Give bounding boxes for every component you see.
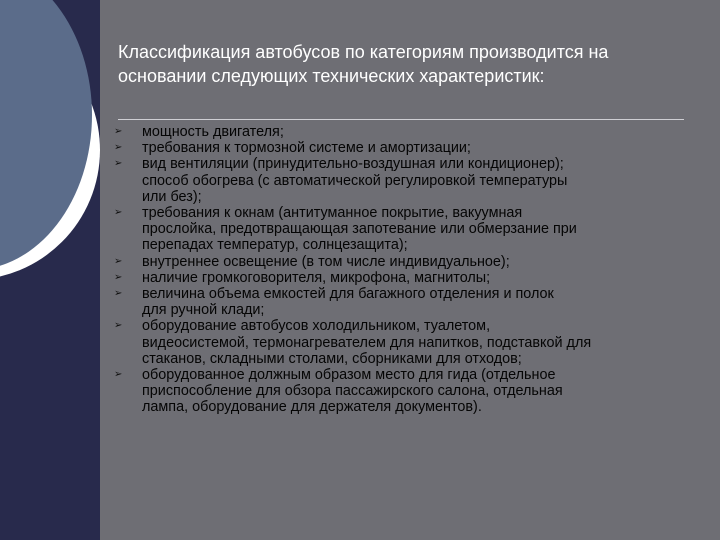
list-item	[112, 205, 712, 254]
list-item	[112, 286, 712, 318]
list-item-line: требования к окнам (антитуманное покрытие, вакуумная	[142, 205, 523, 222]
list-item-line: прослойка, предотвращающая запотевание или обмерзание при	[142, 221, 577, 238]
arrow-bullet-icon: ➢	[114, 126, 123, 137]
arrow-bullet-icon: ➢	[114, 207, 123, 219]
slide-title	[118, 40, 688, 88]
list-item	[112, 140, 712, 156]
list-item-text	[142, 367, 712, 416]
list-item-line: лампа, оборудование для держателя документов).	[142, 399, 482, 416]
list-item-line: требования к тормозной системе и амортизации;	[142, 140, 471, 157]
title-line-2: основании следующих технических характеристик:	[118, 66, 545, 86]
list-item	[112, 270, 712, 286]
title-line-1: Классификация автобусов по категориям производится на	[118, 42, 609, 62]
arrow-bullet-icon: ➢	[114, 320, 123, 332]
arrow-bullet-icon: ➢	[114, 158, 123, 170]
characteristics-list	[112, 124, 712, 416]
list-item-line: вид вентиляции (принудительно-воздушная или кондиционер);	[142, 156, 564, 173]
list-item	[112, 124, 712, 140]
list-item	[112, 254, 712, 270]
list-item-text	[142, 156, 712, 205]
list-item-line: перепадах температур, солнцезащита);	[142, 237, 408, 254]
list-item-line: мощность двигателя;	[142, 124, 284, 140]
list-item-text	[142, 124, 712, 140]
list-item-text	[142, 286, 712, 318]
list-item-line: оборудование автобусов холодильником, туалетом,	[142, 318, 491, 335]
decor-circle-inner	[0, 0, 92, 270]
list-item	[112, 156, 712, 205]
list-item-text	[142, 140, 712, 156]
list-item-line: внутреннее освещение (в том числе индивидуальное);	[142, 253, 510, 270]
list-item-line: оборудованное должным образом место для гида (отдельное	[142, 367, 556, 384]
list-item-line: или без);	[142, 188, 202, 205]
arrow-bullet-icon: ➢	[114, 142, 123, 154]
arrow-bullet-icon: ➢	[114, 271, 123, 283]
arrow-bullet-icon: ➢	[114, 369, 123, 381]
list-item-text	[142, 254, 712, 270]
list-item-text	[142, 205, 712, 254]
list-item-line: видеосистемой, термонагревателем для напитков, подставкой для	[142, 334, 592, 351]
list-item	[112, 318, 712, 367]
list-item	[112, 367, 712, 416]
list-item-line: наличие громкоговорителя, микрофона, магнитолы;	[142, 269, 491, 286]
list-item-text	[142, 270, 712, 286]
arrow-bullet-icon: ➢	[114, 288, 123, 300]
list-item-line: для ручной клади;	[142, 302, 265, 319]
list-item-line: приспособление для обзора пассажирского салона, отдельная	[142, 383, 563, 400]
arrow-bullet-icon: ➢	[114, 255, 123, 267]
title-divider	[118, 119, 684, 120]
list-item-line: способ обогрева (с автоматической регулировкой температуры	[142, 172, 568, 189]
list-item-text	[142, 318, 712, 367]
list-item-line: стаканов, складными столами, сборниками для отходов;	[142, 350, 522, 367]
list-item-line: величина объема емкостей для багажного отделения и полок	[142, 286, 554, 303]
